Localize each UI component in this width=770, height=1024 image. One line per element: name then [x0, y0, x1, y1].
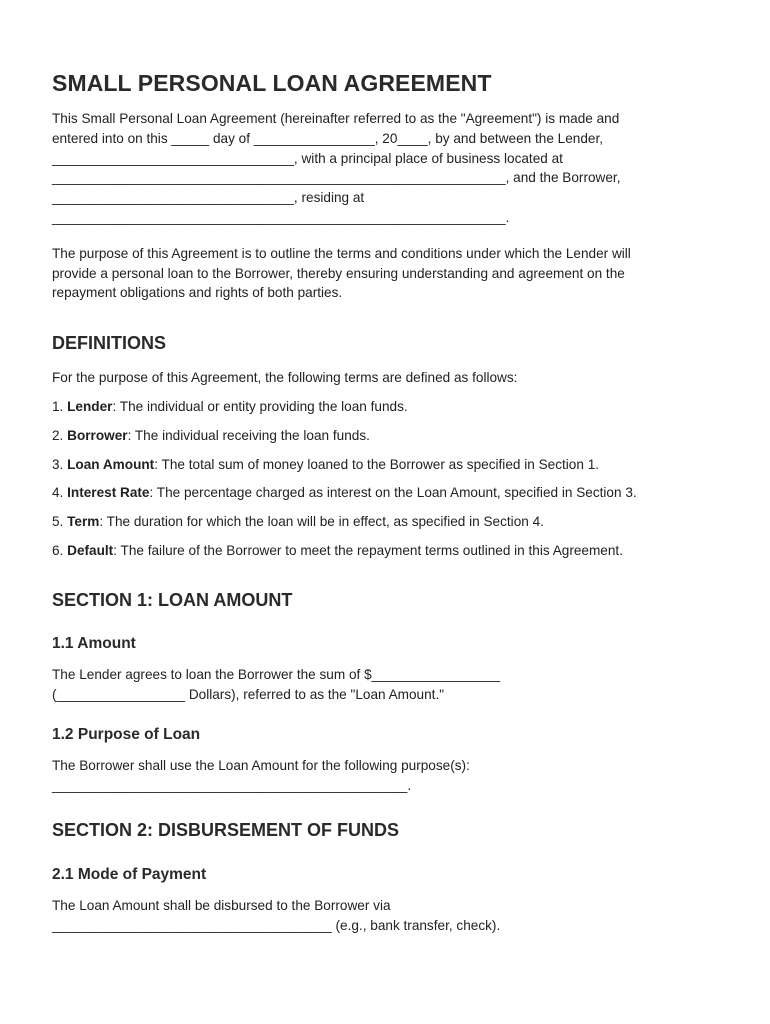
paragraph-line: _______________________________________________. — [52, 778, 412, 794]
document-title: SMALL PERSONAL LOAN AGREEMENT — [52, 70, 492, 96]
definitions-list — [52, 397, 722, 561]
definition-term: Term — [67, 514, 100, 530]
definition-item — [52, 512, 722, 532]
purpose-line: provide a personal loan to the Borrower, thereby ensuring understanding and agreement on the — [52, 265, 625, 281]
definition-term: Lender — [67, 398, 113, 414]
definition-item — [52, 483, 707, 503]
section1-2-heading: 1.2 Purpose of Loan — [52, 726, 201, 744]
definition-term: Borrower — [67, 427, 128, 443]
definitions-intro: For the purpose of this Agreement, the following terms are defined as follows: — [52, 370, 518, 386]
definition-number: 1. — [52, 398, 64, 414]
definitions-heading: DEFINITIONS — [52, 333, 167, 354]
section1-2-paragraph — [52, 756, 722, 796]
definition-text: : The percentage charged as interest on the Loan Amount, specified in Section 3. — [149, 485, 637, 501]
definition-term: Default — [67, 542, 114, 558]
intro-line: ________________________________, with a principal place of business located at — [52, 150, 563, 166]
paragraph-line: The Loan Amount shall be disbursed to the Borrower via — [52, 897, 391, 913]
purpose-line: The purpose of this Agreement is to outline the terms and conditions under which the Lender will — [52, 245, 631, 261]
intro-paragraph — [52, 109, 722, 228]
definition-term: Loan Amount — [67, 456, 155, 472]
definition-item — [52, 397, 722, 417]
definition-number: 4. — [52, 485, 64, 501]
definition-item — [52, 426, 722, 446]
definition-number: 5. — [52, 514, 64, 530]
paragraph-line: The Lender agrees to loan the Borrower the sum of $_________________ — [52, 666, 501, 682]
definition-item — [52, 455, 722, 475]
definition-number: 6. — [52, 542, 64, 558]
section1-heading: SECTION 1: LOAN AMOUNT — [52, 589, 293, 610]
definition-text: : The duration for which the loan will be in effect, as specified in Section 4. — [99, 514, 544, 530]
section2-1-heading: 2.1 Mode of Payment — [52, 865, 207, 883]
definition-number: 2. — [52, 427, 64, 443]
definition-item — [52, 541, 722, 561]
paragraph-line: _____________________________________ (e.g., bank transfer, check). — [52, 917, 501, 933]
definition-text: : The individual receiving the loan funds. — [127, 427, 370, 443]
intro-line: This Small Personal Loan Agreement (hereinafter referred to as the "Agreement") is made and — [52, 111, 620, 126]
section2-1-paragraph — [52, 896, 722, 936]
intro-line: ____________________________________________________________, and the Borrower, — [52, 170, 621, 186]
paragraph-line: (_________________ Dollars), referred to as the "Loan Amount." — [52, 686, 445, 702]
intro-line: ________________________________, residing at — [52, 190, 365, 206]
section2-heading: SECTION 2: DISBURSEMENT OF FUNDS — [52, 819, 400, 840]
agreement-document — [52, 70, 722, 936]
intro-line: entered into on this _____ day of ________________, 20____, by and between the Lender, — [52, 130, 604, 146]
definition-number: 3. — [52, 456, 64, 472]
paragraph-line: The Borrower shall use the Loan Amount for the following purpose(s): — [52, 758, 470, 774]
purpose-line: repayment obligations and rights of both parties. — [52, 285, 343, 301]
definition-term: Interest Rate — [67, 485, 150, 501]
section1-1-paragraph — [52, 665, 722, 705]
definition-text: : The failure of the Borrower to meet the repayment terms outlined in this Agreement. — [113, 542, 623, 558]
intro-line: ____________________________________________________________. — [52, 209, 510, 225]
definition-text: : The total sum of money loaned to the Borrower as specified in Section 1. — [154, 456, 600, 472]
section1-1-heading: 1.1 Amount — [52, 634, 136, 652]
purpose-paragraph — [52, 244, 722, 303]
definition-text: : The individual or entity providing the loan funds. — [112, 398, 408, 414]
